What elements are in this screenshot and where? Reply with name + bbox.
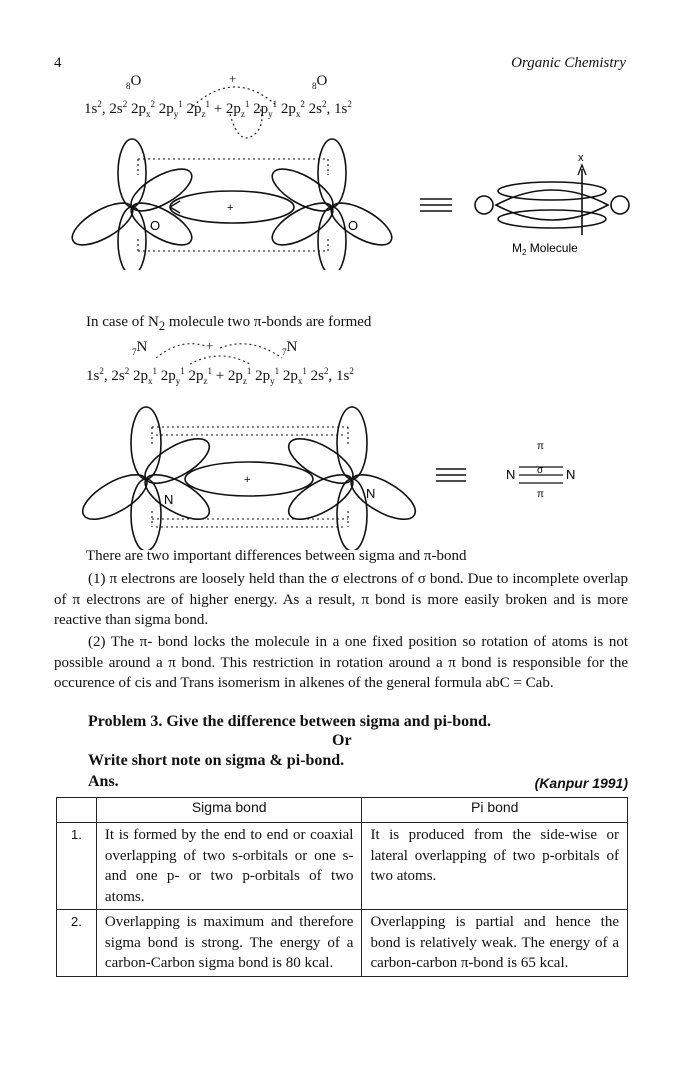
n2-configuration: $1s^2$, $2s^2$ $2p_x^1$ $2p_y^1$ $2p_z^1 + 2p_z^1$ $2p_y^1$ $2p_x^1$ $2s^2$, $1s^2$	[86, 366, 354, 386]
sigma-pi-comparison-table	[56, 797, 628, 977]
difference-point-1: (1) π electrons are loosely held than the σ electrons of σ bond. Due to incomplete overlap of π electrons are of higher energy. As a result, π bond is more easily broken and is more reactive than sigma bond.	[54, 571, 628, 628]
header-sigma: Sigma bond	[96, 798, 362, 823]
n2-formula-right: N	[566, 467, 576, 482]
n2-right-atom-label: N	[366, 486, 376, 501]
n2-pi-bottom: π	[537, 489, 544, 500]
page-number: 4	[54, 55, 62, 71]
table-row	[57, 910, 628, 977]
n2-plus-sign: +	[206, 338, 214, 353]
problem-or: Or	[332, 732, 352, 749]
o2-right-atom-label: O	[348, 218, 359, 233]
o2-orbital-diagram	[60, 135, 640, 270]
exam-source: (Kanpur 1991)	[534, 775, 628, 791]
m2-molecule-caption: $M_2$ Molecule	[512, 241, 578, 257]
o2-atom-left: $_8$O	[126, 73, 142, 91]
table-row	[57, 823, 628, 910]
problem-title: Problem 3. Give the difference between sigma and pi-bond.	[88, 713, 491, 730]
sigma-cell: Overlapping is maximum and therefore sigma bond is strong. The energy of a carbon-Carbon sigma bond is 80 kcal.	[96, 910, 362, 977]
answer-label: Ans.	[88, 773, 119, 790]
difference-point-2: (2) The π- bond locks the molecule in a one fixed position so rotation of atoms is not possible around a π bond. This restriction in rotation around a π bond is responsible for the occurence of cis and Trans isomerism in alkenes of the general formula abC = Cab.	[54, 634, 628, 691]
n2-intro: In case of $N_2$ molecule two π-bonds are formed	[86, 314, 372, 333]
row-number: 2.	[57, 910, 97, 977]
header-number	[57, 798, 97, 823]
o2-plus-sign: +	[229, 71, 237, 86]
table-header-row	[57, 798, 628, 823]
n2-sigma: σ	[537, 465, 544, 476]
header-pi: Pi bond	[362, 798, 628, 823]
n2-atom-right: $_7$N	[282, 339, 298, 357]
o2-configuration: $1s^2$, $2s^2$ $2p_x^2$ $2p_y^1$ $2p_z^1 + 2p_z^1$ $2p_y^1$ $2p_x^2$ $2s^2$, $1s^2$	[84, 99, 352, 119]
row-number: 1.	[57, 823, 97, 910]
problem-alternate: Write short note on sigma & pi-bond.	[88, 752, 345, 769]
sigma-cell: It is formed by the end to end or coaxial overlapping of two s-orbitals or one s-and one p- or two p-orbitals of two atoms.	[96, 823, 362, 910]
running-title: Organic Chemistry	[511, 55, 626, 71]
differences-intro: There are two important differences between sigma and π-bond	[86, 548, 467, 564]
o2-atom-right: $_8$O	[312, 73, 328, 91]
o2-axis-label: x	[578, 152, 584, 164]
n2-atom-left: $_7$N	[132, 339, 148, 357]
n2-center-plus: +	[244, 474, 251, 486]
o2-left-atom-label: O	[150, 218, 161, 233]
n2-orbital-diagram	[60, 405, 640, 550]
n2-pi-top: π	[537, 441, 544, 452]
n2-left-atom-label: N	[164, 492, 174, 507]
pi-cell: Overlapping is partial and hence the bond is relatively weak. The energy of a carbon-carbon π-bond is 65 kcal.	[362, 910, 628, 977]
o2-center-plus: +	[227, 202, 234, 214]
n2-formula-left: N	[506, 467, 516, 482]
pi-cell: It is produced from the side-wise or lateral overlapping of two p-orbitals of two atoms.	[362, 823, 628, 910]
